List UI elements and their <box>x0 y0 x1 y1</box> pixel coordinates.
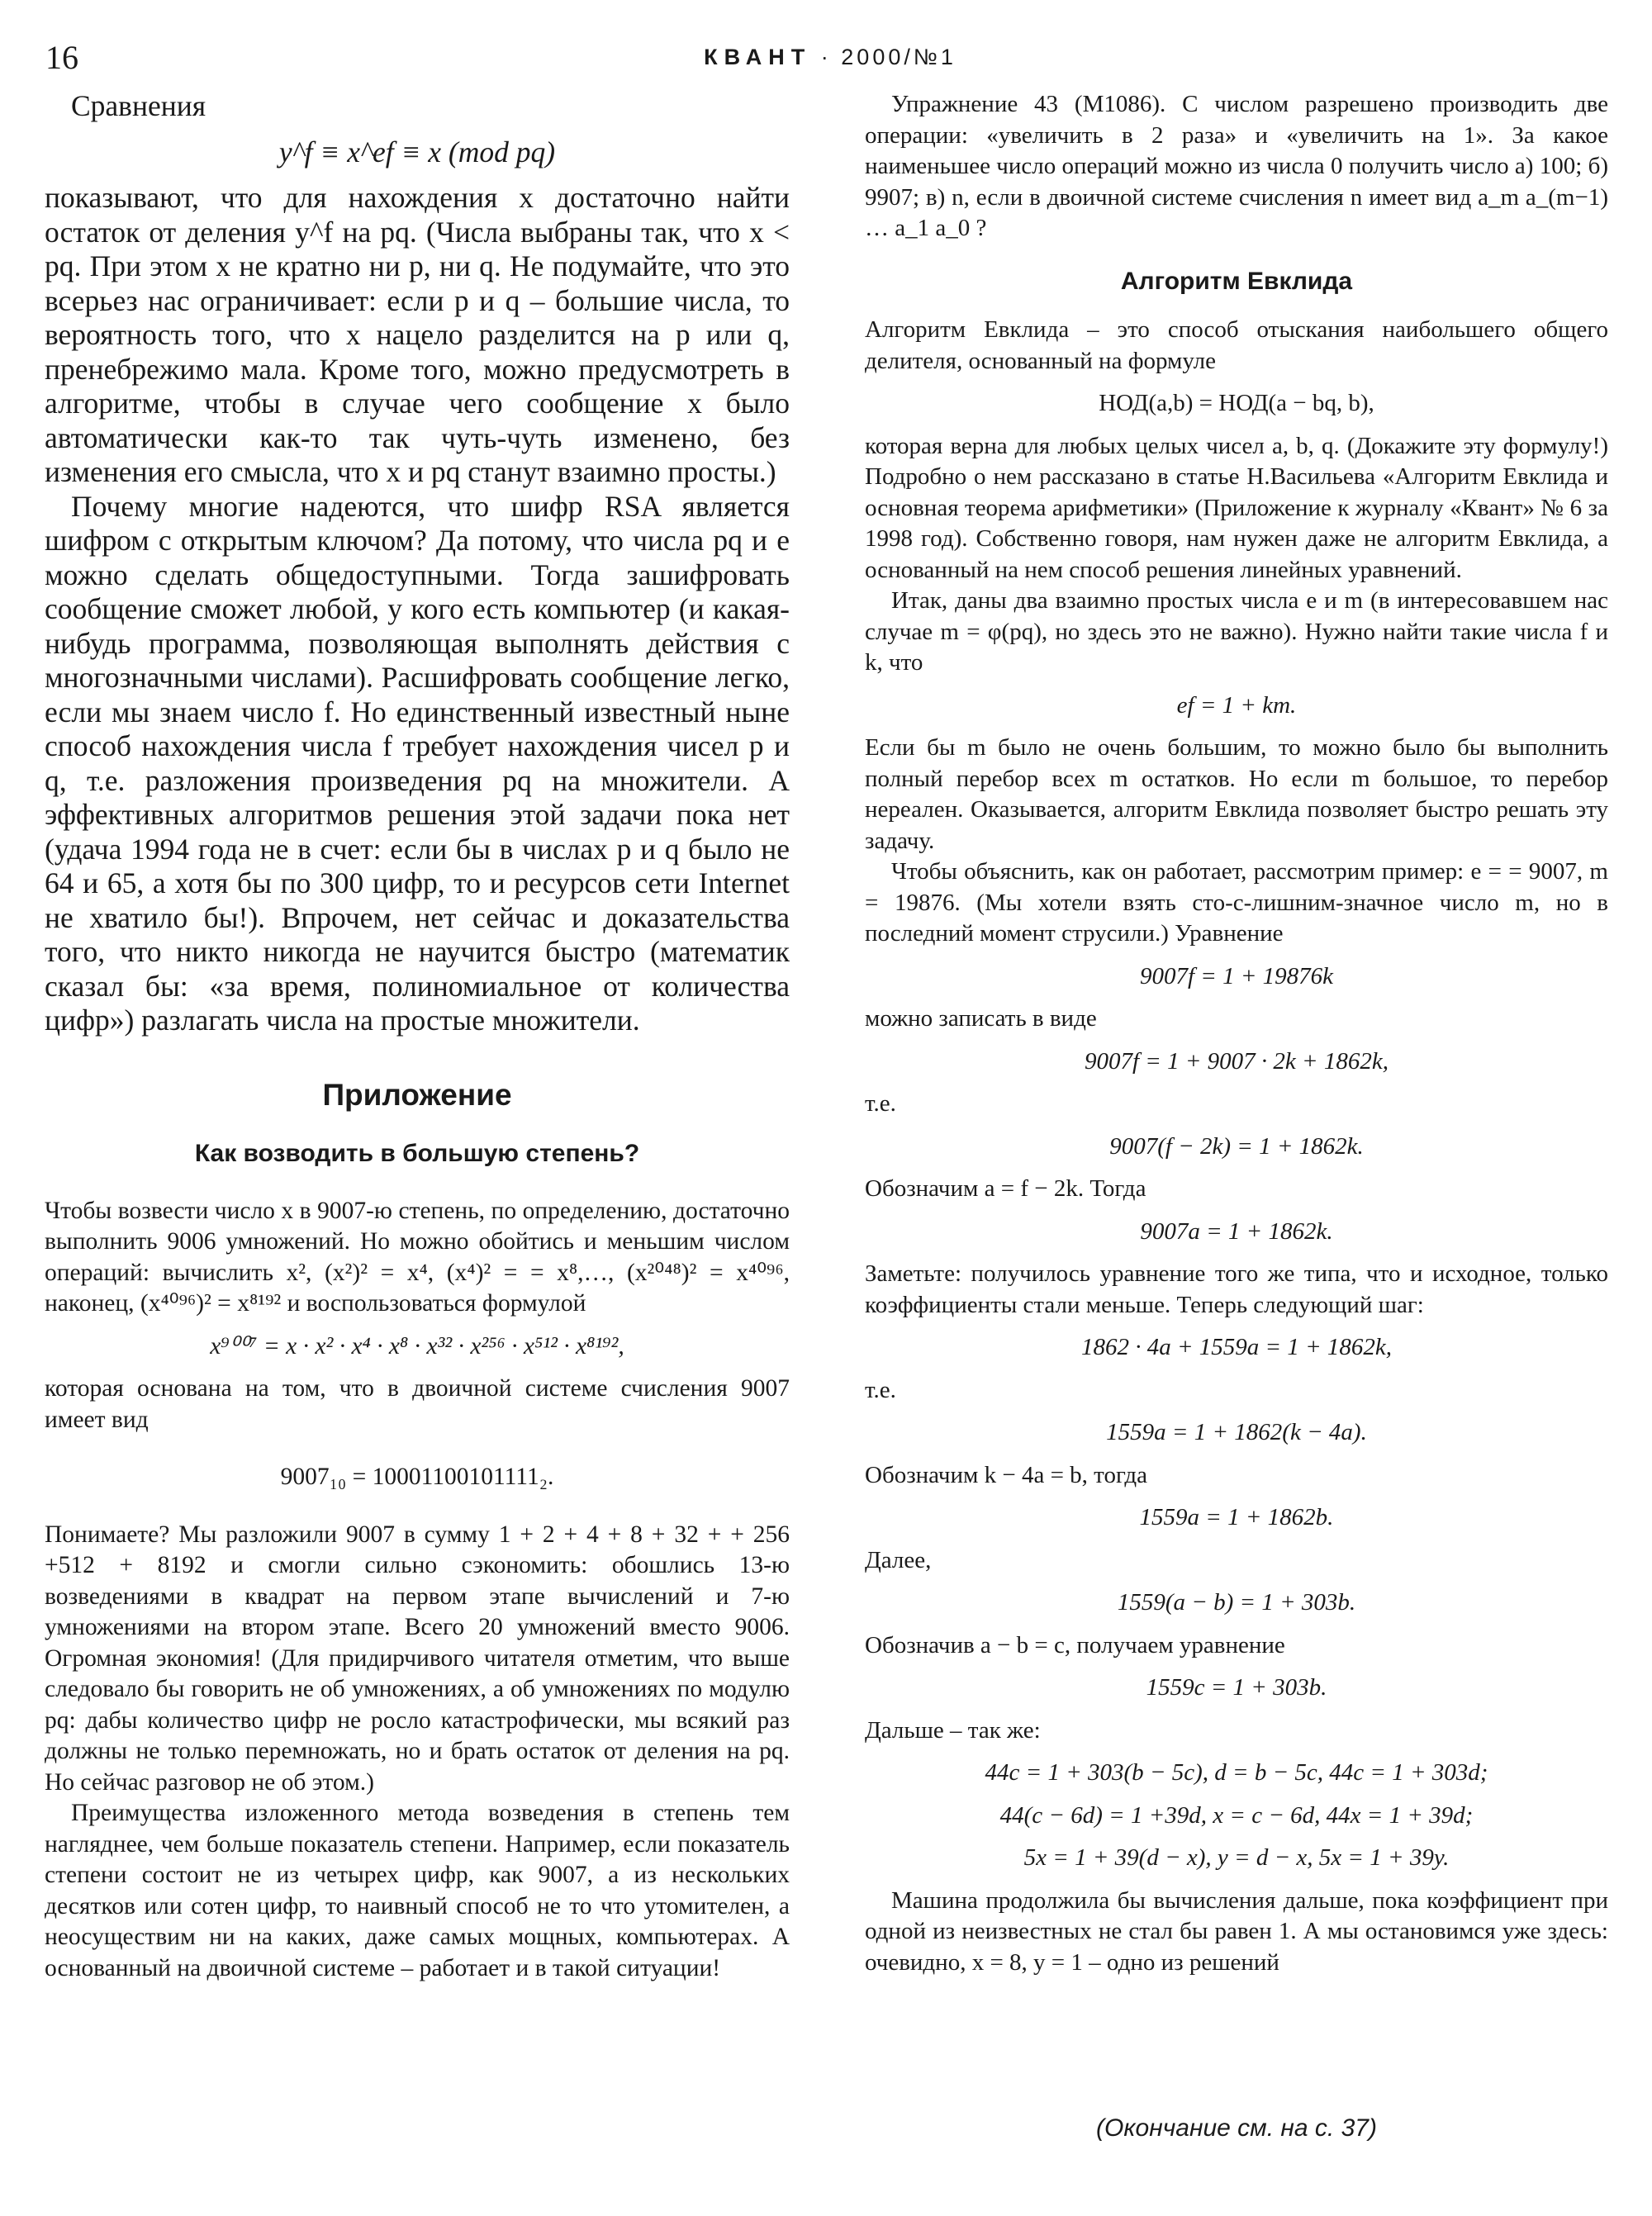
formula-binary: 9007₁₀ = 10001100101111₂. <box>280 1464 554 1490</box>
journal-name: КВАНТ <box>704 45 812 69</box>
formula: 9007f = 1 + 19876k <box>1139 962 1334 989</box>
paragraph: Итак, даны два взаимно простых числа e и m (в интересовавшем нас случае m = φ(pq), но здесь это не важно). Нужно найти такие числа f и k, что <box>865 587 1608 676</box>
continuation-note: (Окончание см. на с. 37) <box>1096 2114 1377 2142</box>
right-column <box>865 89 1608 1978</box>
paragraph: Преимущества изложенного метода возведения в степень тем нагляднее, чем больше показатель степени. Например, если показатель степени состоит не из четырех цифр, как 9007, а из нескольких десятков или сотен цифр, то наивный способ не то что утомителен, а неосуществим ни на каких, даже самых мощных, компьютерах. А основанный на двоичной системе – работает и в такой ситуации! <box>45 1800 790 1981</box>
paragraph: Обозначим a = f − 2k. Тогда <box>865 1175 1146 1202</box>
formula: ef = 1 + km. <box>1176 691 1297 719</box>
paragraph: Если бы m было не очень большим, то можно было бы выполнить полный перебор всех m остатков. Но если m большое, то перебор нереален. Оказывается, алгоритм Евклида позволяет быстро решать эту задачу. <box>865 734 1608 854</box>
paragraph: Заметьте: получилось уравнение того же типа, что и исходное, только коэффициенты стали меньше. Теперь следующий шаг: <box>865 1260 1608 1318</box>
paragraph: которая основана на том, что в двоичной системе счисления 9007 имеет вид <box>45 1375 790 1433</box>
paragraph: Почему многие надеются, что шифр RSA является шифром с открытым ключом? Да потому, что числа pq и e можно сделать общедоступными. Тогда зашифровать сообщение сможет любой, у кого есть компьютер (и какая-нибудь программа, позволяющая выполнять действия с многозначными числами). Расшифровать сообщение легко, если мы знаем число f. Но единственный известный ныне способ нахождения числа f требует нахождения чисел p и q, т.е. разложения произведения pq на множители. А эффективных алгоритмов решения этой задачи пока нет (удача 1994 года не в счет: если бы в числах p и q было не 64 и 65, а хотя бы по 300 цифр, то и ресурсов сети Internet не хватило бы!). Впрочем, нет сейчас и доказательства того, что никто никогда не научится быстро (математик сказал бы: «за время, полиномиальное от количества цифр») разлагать числа на простые множители. <box>45 489 790 1037</box>
paragraph: которая верна для любых целых чисел a, b, q. (Докажите эту формулу!) Подробно о нем рассказано в статье Н.Васильева «Алгоритм Евклида и основная теорема арифметики» (Приложение к журналу «Квант» № 6 за 1998 год). Собственно говоря, нам нужен даже не алгоритм Евклида, а основанный на нем способ решения линейных уравнений. <box>865 432 1608 583</box>
paragraph: можно записать в виде <box>865 1005 1097 1032</box>
paragraph: показывают, что для нахождения x достаточно найти остаток от деления y^f на pq. (Числа выбраны так, что x < pq. При этом x не кратно ни p, ни q. Не подумайте, что это всерьез нас ограничивает: если p и q – большие числа, то вероятность того, что x нацело разделится на p или q, пренебрежимо мала. Кроме того, можно предусмотреть в алгоритме, чтобы в случае чего сообщение x было автоматически как-то так чуть-чуть изменено, без изменения его смысла, что x и pq станут взаимно просты.) <box>45 181 790 488</box>
page-header <box>45 31 1615 89</box>
formula: 1862 · 4a + 1559a = 1 + 1862k, <box>1080 1334 1393 1360</box>
left-column <box>45 89 790 1984</box>
formula: 1559c = 1 + 303b. <box>1146 1674 1327 1701</box>
subsection-heading: Как возводить в большую степень? <box>194 1140 640 1167</box>
formula: 5x = 1 + 39(d − x), y = d − x, 5x = 1 + 39y. <box>1023 1844 1450 1871</box>
formula: 9007a = 1 + 1862k. <box>1140 1217 1333 1245</box>
paragraph: т.е. <box>865 1376 896 1403</box>
exercise-text: Упражнение 43 (М1086). С числом разрешено производить две операции: «увеличить в 2 раза» и «увеличить на 1». За какое наименьшее число операций можно из числа 0 получить число а) 100; б) 9907; в) n, если в двоичной системе счисления n имеет вид a_m a_(m−1) … a_1 a_0 ? <box>865 91 1608 241</box>
formula: 9007f = 1 + 9007 · 2k + 1862k, <box>1084 1047 1389 1075</box>
formula-gcd: НОД(a,b) = НОД(a − bq, b), <box>1099 390 1374 416</box>
paragraph: Понимаете? Мы разложили 9007 в сумму 1 + 2 + 4 + 8 + 32 + + 256 +512 + 8192 и смогли сильно сэкономить: обошлись 13-ю возведениями в квадрат на первом этапе вычислений и 7-ю умножениями на втором этапе. Всего 20 умножений вместо 9006. Огромная экономия! (Для придирчивого читателя отметим, что выше следовало бы говорить не об умножениях, а об умножениях по модулю pq: дабы количество цифр не росло катастрофически, мы всякий раз должны не только перемножать, но и брать остаток от деления на pq. Но сейчас разговор не об этом.) <box>45 1521 790 1796</box>
formula: 1559(a − b) = 1 + 303b. <box>1117 1589 1356 1616</box>
section-heading: Приложение <box>322 1077 512 1112</box>
formula: 9007(f − 2k) = 1 + 1862k. <box>1109 1132 1364 1160</box>
formula: 1559a = 1 + 1862b. <box>1139 1504 1334 1530</box>
formula-product: x⁹⁰⁰⁷ = x · x² · x⁴ · x⁸ · x³² · x²⁵⁶ · x⁵¹² · x⁸¹⁹², <box>210 1332 624 1359</box>
intro-text: Сравнения <box>71 89 206 122</box>
paragraph: Обозначим k − 4a = b, тогда <box>865 1461 1148 1488</box>
paragraph: Обозначив a − b = c, получаем уравнение <box>865 1631 1285 1658</box>
journal-title <box>45 45 1615 70</box>
paragraph: Далее, <box>865 1546 932 1573</box>
formula: 44c = 1 + 303(b − 5c), d = b − 5c, 44c = 1 + 303d; <box>985 1759 1488 1786</box>
paragraph: т.е. <box>865 1090 896 1117</box>
appendix-body <box>45 1196 790 1985</box>
formula-congruence: y^f ≡ x^ef ≡ x (mod pq) <box>278 135 556 168</box>
formula: 44(c − 6d) = 1 +39d, x = c − 6d, 44x = 1 + 39d; <box>999 1801 1474 1829</box>
paragraph: Дальше – так же: <box>865 1716 1041 1744</box>
formula: 1559a = 1 + 1862(k − 4a). <box>1106 1419 1367 1445</box>
page-number: 16 <box>45 39 78 76</box>
paragraph: Алгоритм Евклида – это способ отыскания наибольшего общего делителя, основанный на формуле <box>865 316 1608 374</box>
paragraph: Чтобы объяснить, как он работает, рассмотрим пример: e = = 9007, m = 19876. (Мы хотели взять сто-с-лишним-значное число m, но в последний момент струсили.) Уравнение <box>865 858 1608 947</box>
paragraph: Чтобы возвести число x в 9007-ю степень, по определению, достаточно выполнить 9006 умножений. Но можно обойтись и меньшим числом операций: вычислить x², (x²)² = x⁴, (x⁴)² = = x⁸,…, (x²⁰⁴⁸)² = x⁴⁰⁹⁶, наконец, (x⁴⁰⁹⁶)² = x⁸¹⁹² и воспользоваться формулой <box>45 1197 790 1317</box>
journal-issue: · 2000/№1 <box>820 45 957 69</box>
paragraph: Машина продолжила бы вычисления дальше, пока коэффициент при одной из неизвестных не стал бы равен 1. А мы остановимся уже здесь: очевидно, x = 8, y = 1 – одно из решений <box>865 1886 1608 1976</box>
section-heading: Алгоритм Евклида <box>1120 267 1353 295</box>
